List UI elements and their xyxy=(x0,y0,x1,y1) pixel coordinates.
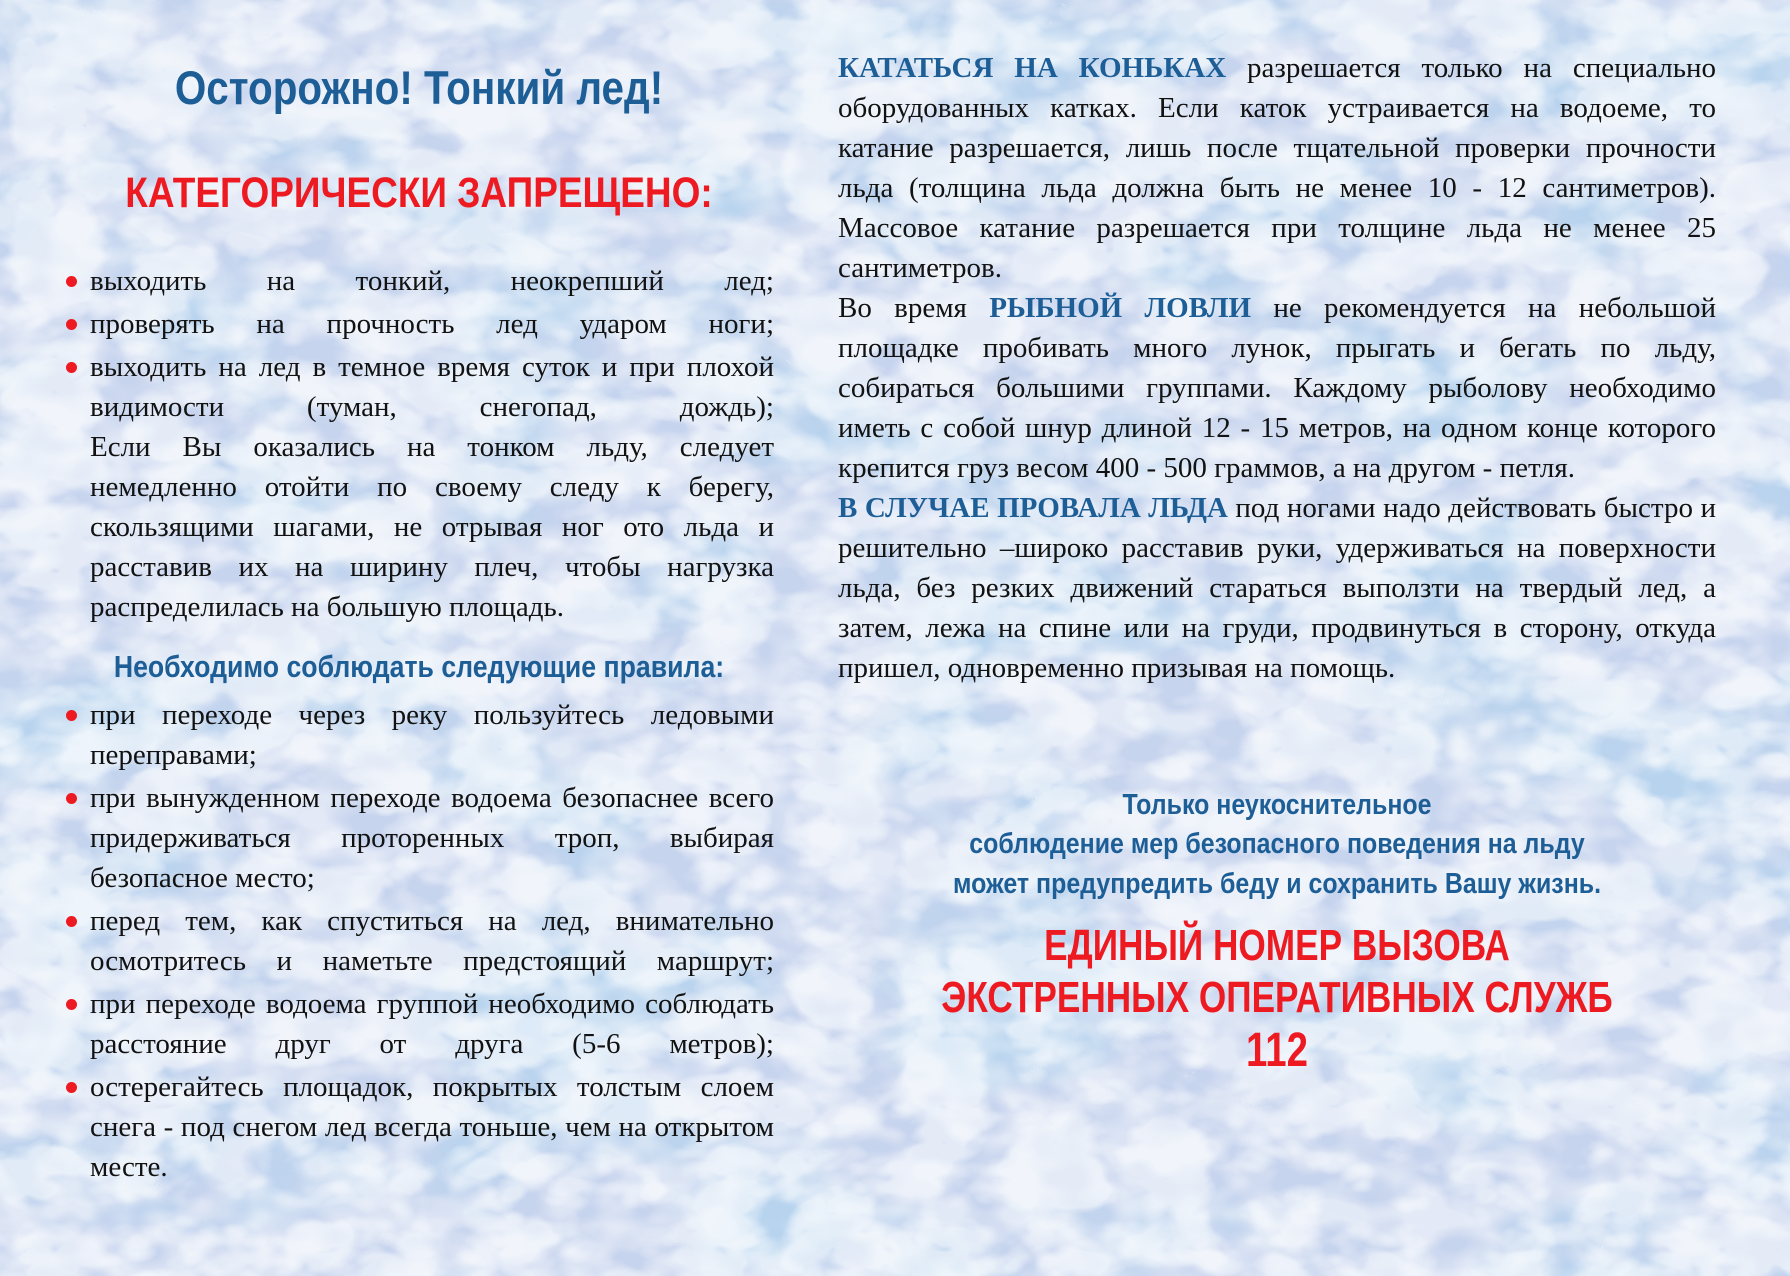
paragraph-skating xyxy=(838,48,1716,288)
emergency-line-1: ЕДИНЫЙ НОМЕР ВЫЗОВА xyxy=(1044,920,1510,970)
left-column xyxy=(64,48,774,1190)
emergency-number-block xyxy=(926,920,1628,1080)
bullet-icon xyxy=(66,1082,77,1093)
paragraph-lead: КАТАТЬСЯ НА КОНЬКАХ xyxy=(838,52,1227,84)
paragraph-body: под ногами надо действовать быстро и решительно –широко расставив руки, удерживаться на поверхности льда, без резких движений стараться выползти на твердый лед, а затем, лежа на спине или на груди, продвинуться в сторону, откуда пришел, одновременно призывая на помощь. xyxy=(838,492,1716,685)
list-item-text-part1: выходить на лед в темное время суток и при плохой видимости (туман, снегопад, дождь); xyxy=(90,351,774,424)
bullet-icon xyxy=(66,362,77,373)
emergency-number: 112 xyxy=(1246,1024,1308,1078)
prohibited-heading xyxy=(64,170,774,217)
list-item xyxy=(64,901,774,981)
emergency-line-2: ЭКСТРЕННЫХ ОПЕРАТИВНЫХ СЛУЖБ xyxy=(941,972,1613,1022)
bullet-icon xyxy=(66,916,77,927)
paragraph-pre: Во время xyxy=(838,292,990,325)
list-item-text: проверять на прочность лед ударом ноги; xyxy=(90,308,774,340)
prohibited-heading-text: КАТЕГОРИЧЕСКИ ЗАПРЕЩЕНО: xyxy=(125,168,713,217)
closing-statement-lines xyxy=(899,786,1654,903)
list-item xyxy=(64,347,774,627)
list-item xyxy=(64,778,774,898)
list-item-text: перед тем, как спуститься на лед, внимательно осмотритесь и наметьте предстоящий маршрут; xyxy=(90,904,774,977)
bullet-icon xyxy=(66,319,77,330)
closing-line: может предупредить беду и сохранить Вашу жизнь. xyxy=(952,867,1602,900)
list-item xyxy=(64,984,774,1064)
list-item xyxy=(64,304,774,344)
closing-line: Только неукоснительное xyxy=(1122,789,1432,822)
bullet-icon xyxy=(66,793,77,804)
list-item-text: при переходе через реку пользуйтесь ледовыми переправами; xyxy=(90,698,774,771)
closing-statement xyxy=(838,786,1716,903)
page-title xyxy=(64,62,774,114)
right-column xyxy=(838,48,1716,1190)
paragraph-lead: РЫБНОЙ ЛОВЛИ xyxy=(989,292,1252,325)
paragraph-lead: В СЛУЧАЕ ПРОВАЛА ЛЬДА xyxy=(838,492,1228,525)
list-item-text-part2: Если Вы оказались на тонком льду, следует немедленно отойти по своему следу к берегу, скользящими шагами, не отрывая ног ото льда и расставив их на ширину плеч, чтобы нагрузка распределилась на большую площадь. xyxy=(90,431,774,624)
list-item xyxy=(64,695,774,775)
list-item xyxy=(64,1067,774,1187)
rules-list xyxy=(64,695,774,1187)
rules-heading xyxy=(64,649,774,685)
bullet-icon xyxy=(66,999,77,1010)
list-item-text: при вынужденном переходе водоема безопаснее всего придерживаться проторенных троп, выбирая безопасное место; xyxy=(90,781,774,894)
paragraph-body: разрешается только на специально оборудованных катках. Если каток устраивается на водоеме, то катание разрешается, лишь после тщательной проверки прочности льда (толщина льда должна быть не менее 10 - 12 сантиметров). Массовое катание разрешается при толщине льда не менее 25 сантиметров. xyxy=(838,52,1716,285)
bullet-icon xyxy=(66,276,77,287)
rules-heading-text: Необходимо соблюдать следующие правила: xyxy=(113,649,725,685)
paragraph-fishing xyxy=(838,288,1716,488)
bullet-icon xyxy=(66,710,77,721)
list-item-text xyxy=(90,347,774,627)
list-item-text: выходить на тонкий, неокрепший лед; xyxy=(90,264,774,297)
closing-line: соблюдение мер безопасного поведения на льду xyxy=(969,828,1585,861)
paragraph-ice-failure xyxy=(838,488,1716,688)
page-title-text: Осторожно! Тонкий лед! xyxy=(174,61,664,114)
paragraph-body: не рекомендуется на небольшой площадке пробивать много лунок, прыгать и бегать по льду, собираться большими группами. Каждому рыболову необходимо иметь с собой шнур длиной 12 - 15 метров, на одном конце которого крепится груз весом 400 - 500 граммов, а на другом - петля. xyxy=(838,292,1716,485)
prohibited-list xyxy=(64,261,774,627)
list-item-text: при переходе водоема группой необходимо соблюдать расстояние друг от друга (5-6 метров); xyxy=(90,987,774,1060)
list-item xyxy=(64,261,774,301)
list-item-text: остерегайтесь площадок, покрытых толстым слоем снега - под снегом лед всегда тоньше, чем на открытом месте. xyxy=(90,1070,774,1183)
